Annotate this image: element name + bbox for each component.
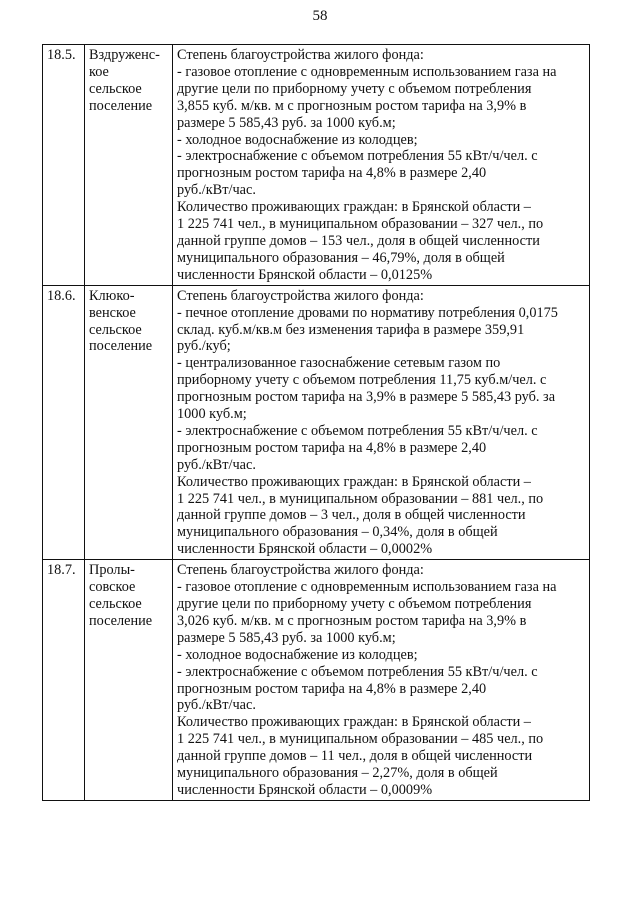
text-line: данной группе домов – 11 чел., доля в общей численности <box>177 748 533 765</box>
name-line: совское <box>89 579 136 596</box>
name-line: Пролы- <box>89 562 135 579</box>
text-line: прогнозным ростом тарифа на 3,9% в размере 5 585,43 руб. за <box>177 389 556 406</box>
text-line: - холодное водоснабжение из колодцев; <box>177 131 418 148</box>
name-line: кое <box>89 63 109 80</box>
settlement-description <box>173 45 590 286</box>
text-line: - газовое отопление с одновременным использованием газа на <box>177 579 557 596</box>
settlement-description <box>173 560 590 801</box>
text-line: численности Брянской области – 0,0009% <box>177 781 433 798</box>
table-row <box>43 45 590 286</box>
text-line: Количество проживающих граждан: в Брянской области – <box>177 473 531 490</box>
table-row <box>43 560 590 801</box>
text-line: 3,026 куб. м/кв. м с прогнозным ростом тарифа на 3,9% в <box>177 612 527 629</box>
text-line: - печное отопление дровами по нормативу потребления 0,0175 <box>177 304 558 321</box>
text-line: другие цели по приборному учету с объемом потребления <box>177 80 532 97</box>
name-line: венское <box>89 304 136 321</box>
table-row <box>43 285 590 560</box>
row-number: 18.6. <box>43 285 85 560</box>
text-line: руб./кВт/час. <box>177 456 256 473</box>
name-line: поселение <box>89 612 153 629</box>
text-line: размере 5 585,43 руб. за 1000 куб.м; <box>177 114 396 131</box>
text-line: прогнозным ростом тарифа на 4,8% в размере 2,40 <box>177 439 487 456</box>
text-line: Количество проживающих граждан: в Брянской области – <box>177 199 531 216</box>
name-line: Вздруженс- <box>89 47 160 63</box>
text-line: численности Брянской области – 0,0002% <box>177 541 433 558</box>
text-line: руб./кВт/час. <box>177 182 256 199</box>
text-line: данной группе домов – 153 чел., доля в общей численности <box>177 232 540 249</box>
text-line: склад. куб.м/кв.м без изменения тарифа в размере 359,91 <box>177 321 525 338</box>
text-line: - централизованное газоснабжение сетевым газом по <box>177 355 501 372</box>
name-line: Клюко- <box>89 287 135 304</box>
text-line: приборному учету с объемом потребления 11,75 куб.м/чел. с <box>177 372 547 389</box>
text-line: прогнозным ростом тарифа на 4,8% в размере 2,40 <box>177 680 487 697</box>
text-line: руб./куб; <box>177 338 231 355</box>
text-line: численности Брянской области – 0,0125% <box>177 266 433 283</box>
text-line: - холодное водоснабжение из колодцев; <box>177 646 418 663</box>
text-line: муниципального образования – 46,79%, доля в общей <box>177 249 505 266</box>
settlement-name <box>85 560 173 801</box>
text-line: 1 225 741 чел., в муниципальном образовании – 327 чел., по <box>177 216 544 233</box>
text-line: руб./кВт/час. <box>177 697 256 714</box>
text-line: 1 225 741 чел., в муниципальном образовании – 881 чел., по <box>177 490 544 507</box>
settlement-description <box>173 285 590 560</box>
text-line: - электроснабжение с объемом потребления 55 кВт/ч/чел. с <box>177 663 538 680</box>
settlement-name <box>85 45 173 286</box>
text-line: Количество проживающих граждан: в Брянской области – <box>177 714 531 731</box>
text-line: размере 5 585,43 руб. за 1000 куб.м; <box>177 629 396 646</box>
name-line: сельское <box>89 596 142 612</box>
name-line: поселение <box>89 338 153 355</box>
text-line: другие цели по приборному учету с объемом потребления <box>177 596 532 612</box>
settlements-table <box>42 44 590 801</box>
text-line: 1000 куб.м; <box>177 406 247 423</box>
settlement-name <box>85 285 173 560</box>
text-line: Степень благоустройства жилого фонда: <box>177 562 424 579</box>
row-number: 18.7. <box>43 560 85 801</box>
text-line: муниципального образования – 2,27%, доля в общей <box>177 765 498 782</box>
name-line: сельское <box>89 80 142 97</box>
text-line: - газовое отопление с одновременным использованием газа на <box>177 63 557 80</box>
row-number: 18.5. <box>43 45 85 286</box>
text-line: прогнозным ростом тарифа на 4,8% в размере 2,40 <box>177 165 487 182</box>
text-line: данной группе домов – 3 чел., доля в общей численности <box>177 507 526 524</box>
text-line: - электроснабжение с объемом потребления 55 кВт/ч/чел. с <box>177 422 538 439</box>
name-line: поселение <box>89 97 153 114</box>
text-line: 3,855 куб. м/кв. м с прогнозным ростом тарифа на 3,9% в <box>177 97 527 114</box>
name-line: сельское <box>89 321 142 338</box>
text-line: Степень благоустройства жилого фонда: <box>177 47 424 63</box>
page-number: 58 <box>312 8 328 24</box>
text-line: 1 225 741 чел., в муниципальном образовании – 485 чел., по <box>177 731 544 748</box>
text-line: - электроснабжение с объемом потребления 55 кВт/ч/чел. с <box>177 148 538 165</box>
text-line: Степень благоустройства жилого фонда: <box>177 287 424 304</box>
text-line: муниципального образования – 0,34%, доля в общей <box>177 524 498 541</box>
